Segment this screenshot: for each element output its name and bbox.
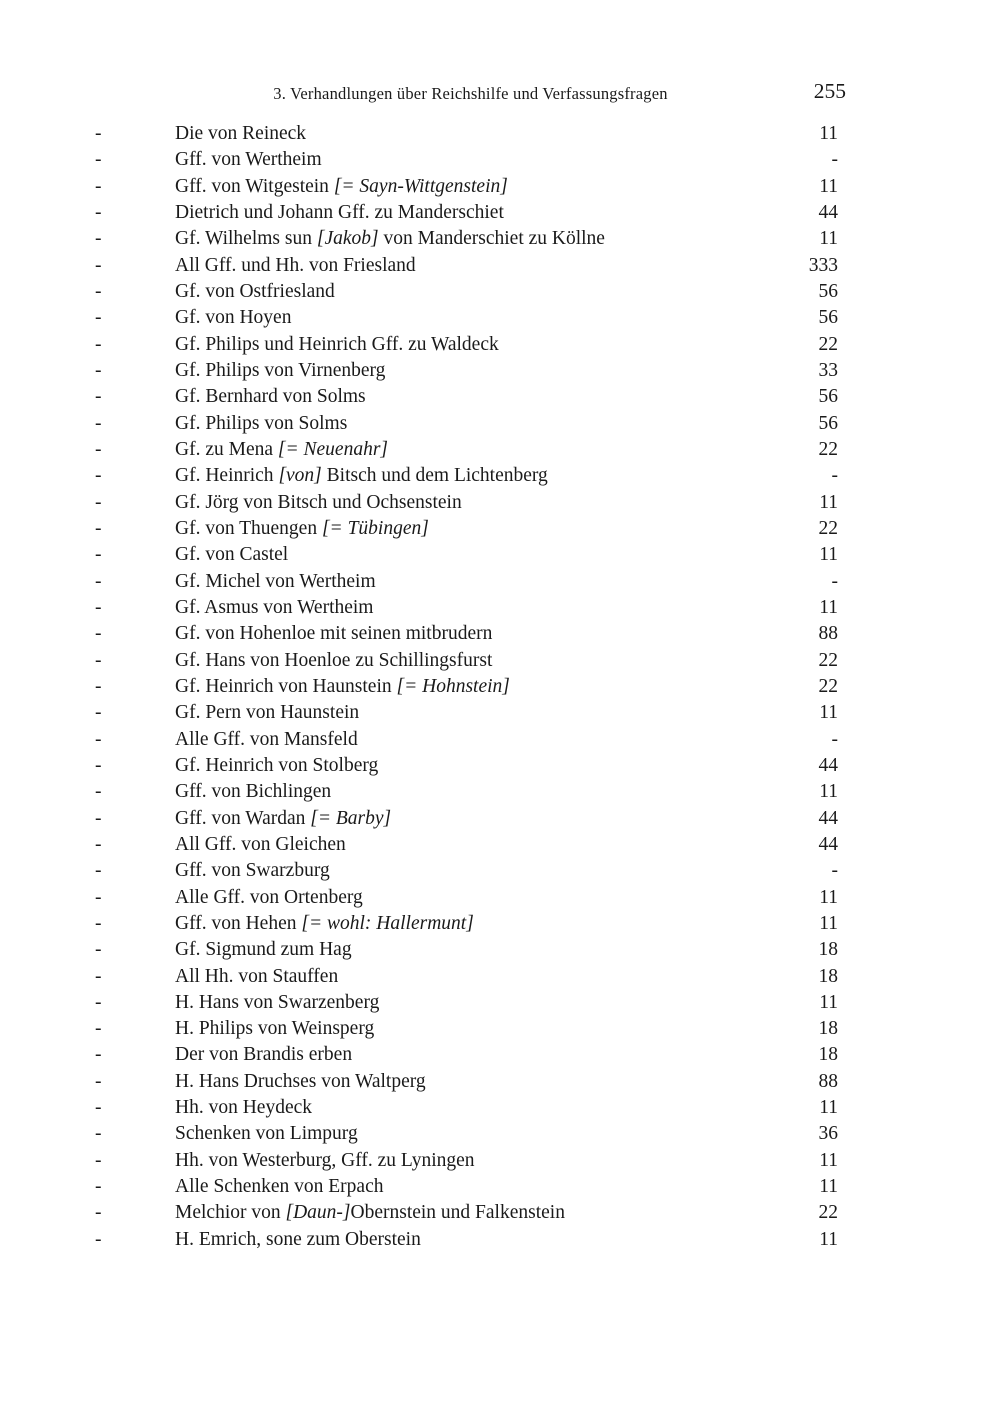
entry-value: 44 xyxy=(818,754,838,776)
list-item xyxy=(95,437,838,463)
dash-marker: - xyxy=(95,438,102,460)
entry-name xyxy=(175,226,768,252)
entry-name xyxy=(175,674,768,700)
entry-value: 56 xyxy=(818,386,838,408)
entry-value: 44 xyxy=(818,807,838,829)
entry-name-text: Hh. von Westerburg, Gff. zu Lyningen xyxy=(175,1149,475,1171)
editorial-note: [= Tübingen] xyxy=(321,517,429,539)
list-item xyxy=(95,806,838,832)
dash-marker: - xyxy=(95,412,102,434)
entry-name xyxy=(175,1227,768,1253)
dash-marker: - xyxy=(95,833,102,855)
entry-name-text: Gf. Bernhard von Solms xyxy=(175,386,366,408)
dash-marker: - xyxy=(95,1044,102,1066)
list-item xyxy=(95,463,838,489)
dash-marker: - xyxy=(95,386,102,408)
entry-value: 44 xyxy=(818,833,838,855)
list-item xyxy=(95,516,838,542)
list-item xyxy=(95,226,838,252)
entry-value: 44 xyxy=(818,201,838,223)
entry-name-text: Bitsch und dem Lichtenberg xyxy=(321,465,548,487)
list-item xyxy=(95,200,838,226)
list-item xyxy=(95,384,838,410)
dash-marker: - xyxy=(95,307,102,329)
entry-name xyxy=(175,779,768,805)
editorial-note: [= Neuenahr] xyxy=(277,438,389,460)
dash-marker: - xyxy=(95,754,102,776)
list-item xyxy=(95,885,838,911)
dash-marker: - xyxy=(95,228,102,250)
entry-value: 18 xyxy=(818,939,838,961)
entry-name xyxy=(175,1200,768,1226)
entry-value: 11 xyxy=(819,123,838,144)
dash-marker: - xyxy=(95,175,102,197)
dash-marker: - xyxy=(95,491,102,513)
entry-value: 18 xyxy=(818,1018,838,1040)
dash-marker: - xyxy=(95,1202,102,1224)
entry-name xyxy=(175,832,768,858)
list-item xyxy=(95,569,838,595)
list-item xyxy=(95,964,838,990)
entry-name xyxy=(175,200,768,226)
entry-name xyxy=(175,1148,768,1174)
dash-marker: - xyxy=(95,781,102,803)
entry-name xyxy=(175,253,768,279)
entry-name-text: Gf. Heinrich von Haunstein xyxy=(175,675,397,697)
entry-name-text: Gf. von Thuengen xyxy=(175,517,322,539)
entry-name-text: Gf. Heinrich xyxy=(175,465,279,487)
entry-name-text: Gf. Philips und Heinrich Gff. zu Waldeck xyxy=(175,333,499,355)
entry-value: 11 xyxy=(819,886,838,908)
entry-name-text: Die von Reineck xyxy=(175,123,307,144)
entry-name-text: Gf. Heinrich von Stolberg xyxy=(175,754,379,776)
list-item xyxy=(95,727,838,753)
entry-value: 11 xyxy=(819,596,838,618)
entry-name xyxy=(175,463,768,489)
entry-name-text: Gf. von Castel xyxy=(175,544,289,566)
entry-name xyxy=(175,648,768,674)
entry-name xyxy=(175,1095,768,1121)
entry-name-text: Gf. Philips von Virnenberg xyxy=(175,359,386,381)
entry-name xyxy=(175,1069,768,1095)
dash-marker: - xyxy=(95,1228,102,1250)
entry-name xyxy=(175,358,768,384)
entry-value: 11 xyxy=(819,1228,838,1250)
entry-value: - xyxy=(831,728,838,750)
entry-value: 22 xyxy=(818,438,838,460)
dash-marker: - xyxy=(95,254,102,276)
list-item xyxy=(95,121,838,147)
entry-name-text: All Gff. und Hh. von Friesland xyxy=(175,254,416,276)
entry-value: 56 xyxy=(818,280,838,302)
list-item xyxy=(95,358,838,384)
dash-marker: - xyxy=(95,728,102,750)
entry-value: - xyxy=(831,149,838,171)
dash-marker: - xyxy=(95,991,102,1013)
entry-value: 11 xyxy=(819,702,838,724)
dash-marker: - xyxy=(95,359,102,381)
dash-marker: - xyxy=(95,965,102,987)
dash-marker: - xyxy=(95,623,102,645)
editorial-note: [von] xyxy=(278,465,322,487)
dash-marker: - xyxy=(95,886,102,908)
dash-marker: - xyxy=(95,702,102,724)
list-item xyxy=(95,1121,838,1147)
entry-name-text: Hh. von Heydeck xyxy=(175,1097,313,1119)
entry-value: 88 xyxy=(818,623,838,645)
dash-marker: - xyxy=(95,465,102,487)
dash-marker: - xyxy=(95,201,102,223)
entry-name xyxy=(175,542,768,568)
entry-name xyxy=(175,964,768,990)
list-item xyxy=(95,753,838,779)
editorial-note: [Jakob] xyxy=(316,228,379,250)
dash-marker: - xyxy=(95,1176,102,1198)
list-item xyxy=(95,832,838,858)
list-item xyxy=(95,621,838,647)
dash-marker: - xyxy=(95,149,102,171)
entry-value: 22 xyxy=(818,649,838,671)
entry-value: 11 xyxy=(819,991,838,1013)
entry-value: 22 xyxy=(818,517,838,539)
entry-value: 56 xyxy=(818,307,838,329)
entry-name xyxy=(175,595,768,621)
entry-name xyxy=(175,1016,768,1042)
entry-value: 11 xyxy=(819,1176,838,1198)
list-item xyxy=(95,911,838,937)
entry-name-text: Gf. von Hohenloe mit seinen mitbrudern xyxy=(175,623,493,645)
entry-name xyxy=(175,411,768,437)
list-item xyxy=(95,253,838,279)
entry-name xyxy=(175,332,768,358)
entry-name-text: H. Hans Druchses von Waltperg xyxy=(175,1070,426,1092)
entry-value: 22 xyxy=(818,1202,838,1224)
entry-name-text: Gf. Asmus von Wertheim xyxy=(175,596,374,618)
dash-marker: - xyxy=(95,1070,102,1092)
entry-name xyxy=(175,1121,768,1147)
list-item xyxy=(95,595,838,621)
entry-value: 11 xyxy=(819,228,838,250)
list-item xyxy=(95,542,838,568)
entry-name-text: Gff. von Wertheim xyxy=(175,149,322,171)
list-item xyxy=(95,1148,838,1174)
dash-marker: - xyxy=(95,939,102,961)
entry-name-text: Gff. von Wardan xyxy=(175,807,311,829)
entry-value: 33 xyxy=(818,359,838,381)
entry-value: 11 xyxy=(819,1149,838,1171)
list-item xyxy=(95,1227,838,1253)
list-item xyxy=(95,1016,838,1042)
list-item xyxy=(95,1095,838,1121)
dash-marker: - xyxy=(95,570,102,592)
list-item xyxy=(95,1174,838,1200)
list-item xyxy=(95,648,838,674)
entry-name xyxy=(175,147,768,173)
entry-name xyxy=(175,1174,768,1200)
page-number: 255 xyxy=(813,79,846,103)
entry-name-text: von Manderschiet zu Köllne xyxy=(378,228,605,250)
entry-name xyxy=(175,621,768,647)
dash-marker: - xyxy=(95,1123,102,1145)
entry-name-text: Gf. von Ostfriesland xyxy=(175,280,335,302)
dash-marker: - xyxy=(95,649,102,671)
dash-marker: - xyxy=(95,860,102,882)
assessment-list xyxy=(95,121,838,1253)
list-item xyxy=(95,147,838,173)
list-item xyxy=(95,332,838,358)
list-item xyxy=(95,674,838,700)
entry-name-text: Gf. zu Mena xyxy=(175,438,278,460)
dash-marker: - xyxy=(95,807,102,829)
entry-value: - xyxy=(831,860,838,882)
list-item xyxy=(95,700,838,726)
entry-name-text: Gff. von Swarzburg xyxy=(175,860,330,882)
entry-value: 11 xyxy=(819,544,838,566)
entry-name xyxy=(175,174,768,200)
entry-value: 22 xyxy=(818,675,838,697)
editorial-note: [= Barby] xyxy=(310,807,392,829)
dash-marker: - xyxy=(95,675,102,697)
entry-name xyxy=(175,806,768,832)
entry-name xyxy=(175,885,768,911)
entry-name-text: Alle Schenken von Erpach xyxy=(175,1176,384,1198)
list-item xyxy=(95,990,838,1016)
entry-name xyxy=(175,121,768,147)
entry-name xyxy=(175,858,768,884)
list-item xyxy=(95,1042,838,1068)
entry-value: 88 xyxy=(818,1070,838,1092)
entry-name xyxy=(175,279,768,305)
chapter-heading: 3. Verhandlungen über Reichshilfe und Verfassungsfragen xyxy=(273,84,668,103)
entry-name xyxy=(175,569,768,595)
dash-marker: - xyxy=(95,123,102,144)
entry-name xyxy=(175,490,768,516)
entry-name-text: Gff. von Hehen xyxy=(175,912,302,934)
entry-name-text: Alle Gff. von Mansfeld xyxy=(175,728,358,750)
dash-marker: - xyxy=(95,1097,102,1119)
entry-name xyxy=(175,1042,768,1068)
dash-marker: - xyxy=(95,912,102,934)
list-item xyxy=(95,858,838,884)
entry-name-text: Gf. Philips von Solms xyxy=(175,412,348,434)
entry-value: 333 xyxy=(808,254,838,276)
entry-name xyxy=(175,727,768,753)
entry-name-text: Gf. Jörg von Bitsch und Ochsenstein xyxy=(175,491,462,513)
editorial-note: [= Sayn-Wittgenstein] xyxy=(333,175,508,197)
editorial-note: [= Hohnstein] xyxy=(396,675,510,697)
entry-name-text: Gf. Pern von Haunstein xyxy=(175,702,360,724)
list-item xyxy=(95,305,838,331)
entry-value: 22 xyxy=(818,333,838,355)
entry-name xyxy=(175,990,768,1016)
entry-name xyxy=(175,516,768,542)
entry-name xyxy=(175,305,768,331)
entry-name xyxy=(175,700,768,726)
entry-value: 36 xyxy=(818,1123,838,1145)
entry-name-text: Gf. von Hoyen xyxy=(175,307,292,329)
editorial-note: [Daun-] xyxy=(285,1202,351,1224)
list-item xyxy=(95,490,838,516)
entry-name xyxy=(175,911,768,937)
entry-name-text: Gff. von Witgestein xyxy=(175,175,334,197)
dash-marker: - xyxy=(95,333,102,355)
entry-name-text: Gff. von Bichlingen xyxy=(175,781,332,803)
dash-marker: - xyxy=(95,1018,102,1040)
entry-name-text: Gf. Hans von Hoenloe zu Schillingsfurst xyxy=(175,649,493,671)
entry-name-text: Gf. Sigmund zum Hag xyxy=(175,939,352,961)
dash-marker: - xyxy=(95,596,102,618)
entry-value: 56 xyxy=(818,412,838,434)
entry-name-text: All Gff. von Gleichen xyxy=(175,833,346,855)
list-item xyxy=(95,779,838,805)
entry-name-text: Melchior von xyxy=(175,1202,286,1224)
entry-name-text: H. Philips von Weinsperg xyxy=(175,1018,375,1040)
editorial-note: [= wohl: Hallermunt] xyxy=(301,912,474,934)
entry-name-text: Dietrich und Johann Gff. zu Manderschiet xyxy=(175,201,504,223)
entry-name-text: Schenken von Limpurg xyxy=(175,1123,358,1145)
list-item xyxy=(95,411,838,437)
entry-name-text: Gf. Michel von Wertheim xyxy=(175,570,376,592)
entry-name xyxy=(175,937,768,963)
list-item xyxy=(95,937,838,963)
list-item xyxy=(95,1200,838,1226)
entry-value: 18 xyxy=(818,1044,838,1066)
running-header xyxy=(95,79,846,106)
entry-value: - xyxy=(831,570,838,592)
entry-name-text: All Hh. von Stauffen xyxy=(175,965,339,987)
list-item xyxy=(95,174,838,200)
entry-value: 11 xyxy=(819,1097,838,1119)
entry-name xyxy=(175,437,768,463)
entry-value: - xyxy=(831,465,838,487)
list-item xyxy=(95,1069,838,1095)
entry-name xyxy=(175,753,768,779)
dash-marker: - xyxy=(95,280,102,302)
entry-value: 11 xyxy=(819,491,838,513)
entry-name-text: H. Hans von Swarzenberg xyxy=(175,991,380,1013)
entry-value: 11 xyxy=(819,912,838,934)
entry-name-text: Obernstein und Falkenstein xyxy=(350,1202,565,1224)
entry-name-text: Der von Brandis erben xyxy=(175,1044,353,1066)
entry-value: 18 xyxy=(818,965,838,987)
dash-marker: - xyxy=(95,544,102,566)
dash-marker: - xyxy=(95,517,102,539)
entry-name xyxy=(175,384,768,410)
dash-marker: - xyxy=(95,1149,102,1171)
entry-name-text: Alle Gff. von Ortenberg xyxy=(175,886,363,908)
list-item xyxy=(95,279,838,305)
entry-value: 11 xyxy=(819,175,838,197)
entry-name-text: H. Emrich, sone zum Oberstein xyxy=(175,1228,421,1250)
entry-name-text: Gf. Wilhelms sun xyxy=(175,228,317,250)
entry-value: 11 xyxy=(819,781,838,803)
